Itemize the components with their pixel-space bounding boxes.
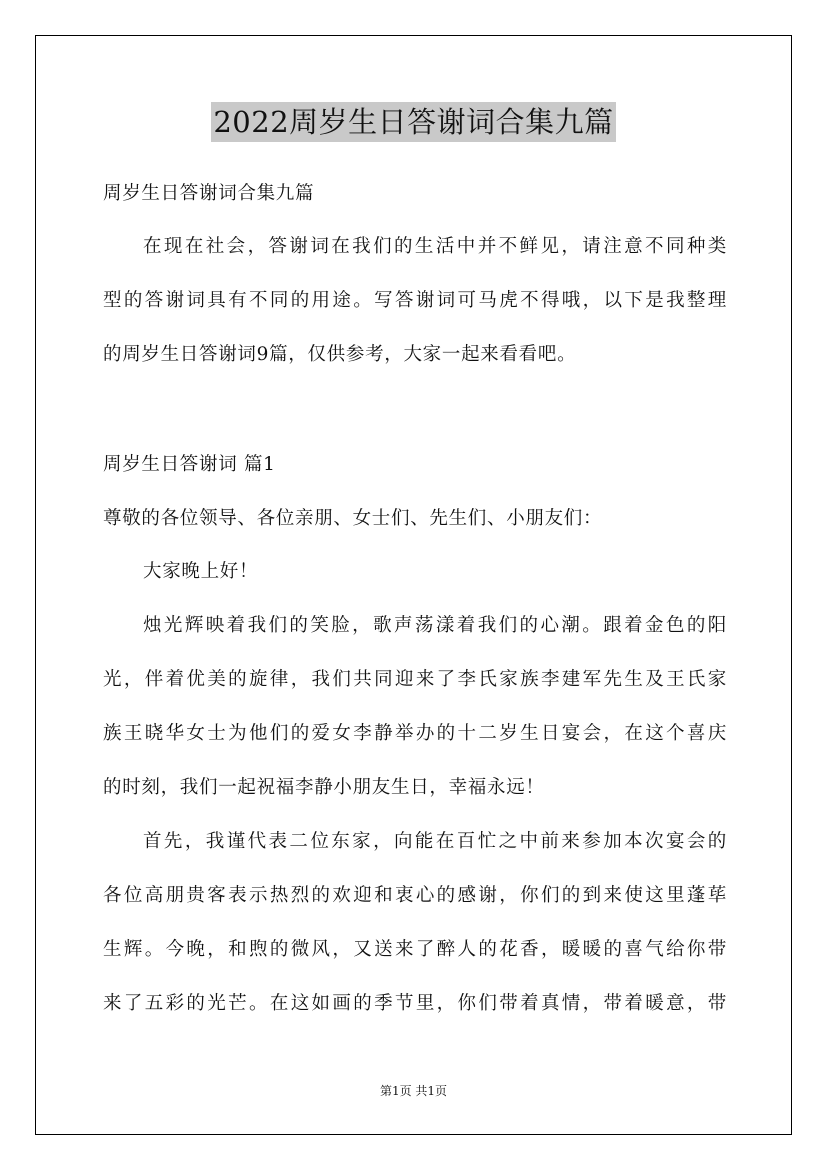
- salutation-line: 尊敬的各位领导、各位亲朋、女士们、先生们、小朋友们：: [103, 508, 603, 529]
- greeting-line: 大家晚上好！: [143, 561, 259, 582]
- subtitle-line: 周岁生日答谢词合集九篇: [103, 183, 315, 204]
- body-line-3: 族王晓华女士为他们的爱女李静举办的十二岁生日宴会，在这个喜庆: [103, 723, 727, 744]
- intro-line-2: 型的答谢词具有不同的用途。写答谢词可马虎不得哦，以下是我整理: [103, 290, 727, 311]
- page-footer: 第1页 共1页: [379, 1084, 448, 1098]
- body-line-4: 的时刻，我们一起祝福李静小朋友生日，幸福永远！: [103, 777, 545, 798]
- title-wrap: [0, 102, 827, 142]
- body-line-8: 来了五彩的光芒。在这如画的季节里，你们带着真情，带着暖意，带: [103, 993, 727, 1014]
- intro-line-1: 在现在社会，答谢词在我们的生活中并不鲜见，请注意不同种类: [143, 236, 727, 257]
- section-heading: 周岁生日答谢词 篇1: [103, 454, 276, 475]
- body-line-6: 各位高朋贵客表示热烈的欢迎和衷心的感谢，你们的到来使这里蓬荜: [103, 885, 727, 906]
- body-line-7: 生辉。今晚，和煦的微风，又送来了醉人的花香，暖暖的喜气给你带: [103, 939, 727, 960]
- body-line-5: 首先，我谨代表二位东家，向能在百忙之中前来参加本次宴会的: [143, 831, 727, 852]
- body-line-1: 烛光辉映着我们的笑脸，歌声荡漾着我们的心潮。跟着金色的阳: [143, 615, 727, 636]
- body-line-2: 光，伴着优美的旋律，我们共同迎来了李氏家族李建军先生及王氏家: [103, 669, 727, 690]
- intro-line-3: 的周岁生日答谢词9篇，仅供参考，大家一起来看看吧。: [103, 344, 577, 365]
- document-title: 2022周岁生日答谢词合集九篇: [211, 102, 615, 142]
